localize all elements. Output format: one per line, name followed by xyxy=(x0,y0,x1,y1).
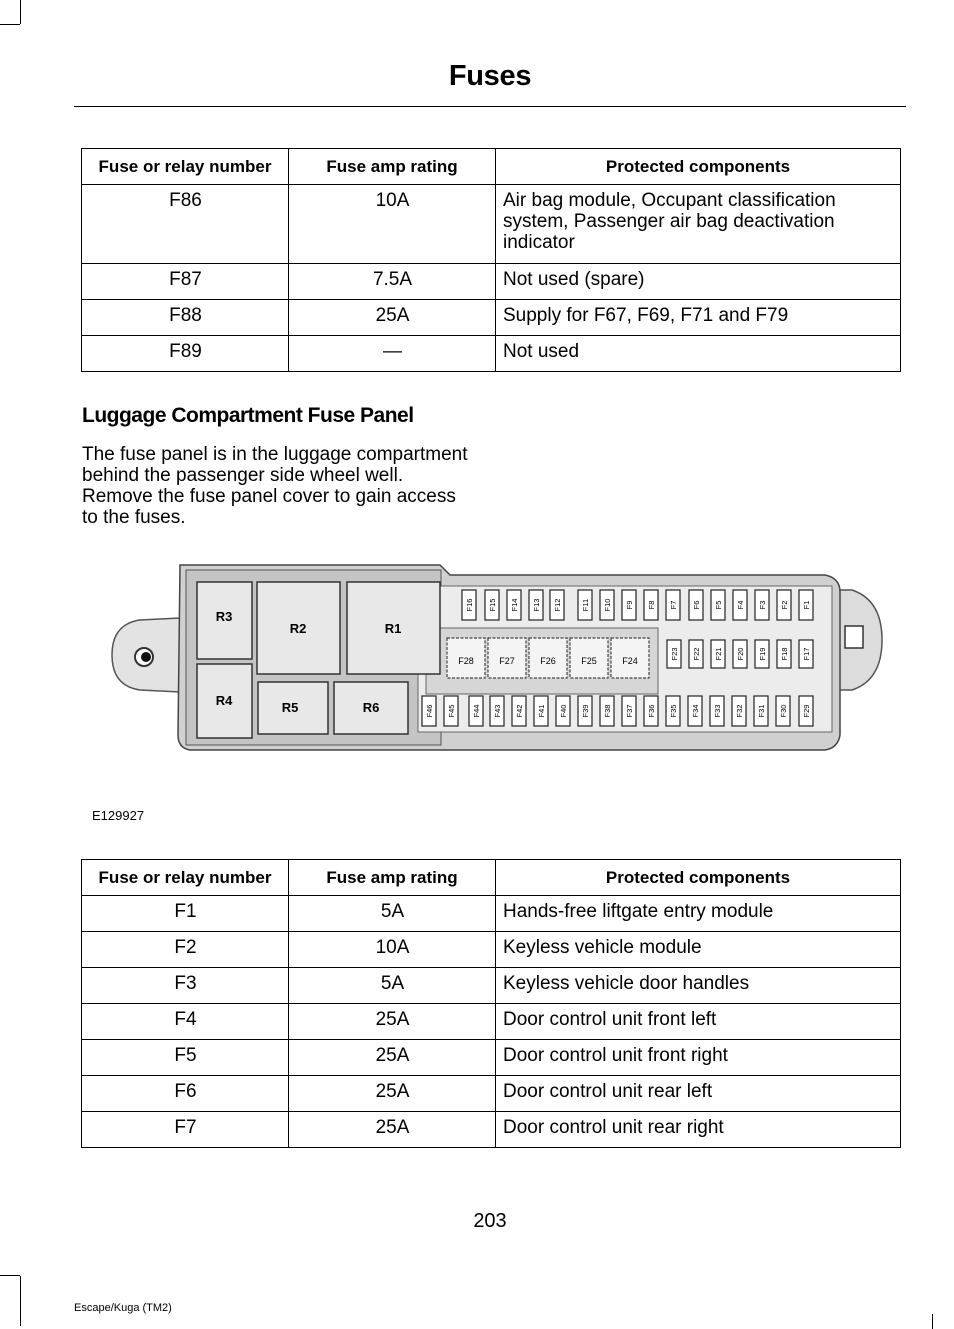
table-row xyxy=(82,185,901,264)
fuse-number-cell: F89 xyxy=(82,336,289,372)
fuse-table-2 xyxy=(81,859,901,1148)
fuse-label: F39 xyxy=(581,704,590,718)
fuse-number-cell: F3 xyxy=(82,968,289,1004)
figure-id: E129927 xyxy=(92,808,145,823)
fuse-slot xyxy=(488,638,526,678)
relay-label: R5 xyxy=(281,700,299,715)
fuse-slot xyxy=(755,640,769,668)
fuse-label: F23 xyxy=(670,647,679,661)
fuse-slot xyxy=(447,638,485,678)
relay-label: R3 xyxy=(215,609,233,624)
fuse-slot xyxy=(462,590,476,620)
amp-rating-cell: 25A xyxy=(289,1004,496,1040)
fuse-number-cell: F2 xyxy=(82,932,289,968)
fuse-label: F6 xyxy=(692,600,701,610)
fuse-label: F25 xyxy=(581,656,597,666)
fuse-slot xyxy=(733,640,747,668)
fuse-label: F45 xyxy=(447,704,456,718)
footer-model: Escape/Kuga (TM2) xyxy=(74,1302,172,1314)
fuse-label: F35 xyxy=(669,704,678,718)
fuse-label: F38 xyxy=(603,704,612,718)
fuse-label: F31 xyxy=(757,704,766,718)
fuse-label: F19 xyxy=(758,647,767,661)
fuse-label: F27 xyxy=(499,656,515,666)
amp-rating-cell: 10A xyxy=(289,932,496,968)
fuse-label: F40 xyxy=(559,704,568,718)
fuse-label: F42 xyxy=(515,704,524,718)
fuse-slot xyxy=(776,696,790,726)
fuse-label: F29 xyxy=(802,704,811,718)
fuse-label: F26 xyxy=(540,656,556,666)
fuse-label: F12 xyxy=(553,598,562,612)
crop-mark xyxy=(0,24,20,25)
fuse-slot xyxy=(755,590,769,620)
component-cell: Door control unit rear right xyxy=(496,1112,901,1148)
fuse-slot xyxy=(689,640,703,668)
fuse-slot xyxy=(799,640,813,668)
fuse-slot xyxy=(556,696,570,726)
amp-rating-cell: 10A xyxy=(289,185,496,264)
fuse-slot xyxy=(666,696,680,726)
fuse-label: F46 xyxy=(425,704,434,718)
relay-label: R2 xyxy=(289,621,307,636)
fuse-slot xyxy=(666,590,680,620)
fuse-label: F37 xyxy=(625,704,634,718)
fuse-label: F36 xyxy=(647,704,656,718)
amp-rating-cell: 5A xyxy=(289,896,496,932)
fuse-slot xyxy=(512,696,526,726)
fuse-slot xyxy=(444,696,458,726)
fuse-label: F30 xyxy=(779,704,788,718)
fuse-slot xyxy=(754,696,768,726)
fuse-label: F21 xyxy=(714,647,723,661)
component-cell: Hands-free liftgate entry module xyxy=(496,896,901,932)
fuse-slot xyxy=(578,590,592,620)
fuse-slot xyxy=(688,696,702,726)
fuse-slot xyxy=(644,696,658,726)
fuse-label: F14 xyxy=(510,598,519,612)
fuse-slot xyxy=(600,590,614,620)
fuse-label: F10 xyxy=(603,598,612,612)
fuse-slot xyxy=(732,696,746,726)
fuse-label: F41 xyxy=(537,704,546,718)
fuse-slot xyxy=(711,640,725,668)
table-header-row xyxy=(82,149,901,185)
fuse-table-1 xyxy=(81,148,901,372)
table-row xyxy=(82,336,901,372)
fuse-slot xyxy=(422,696,436,726)
fuse-label: F43 xyxy=(493,704,502,718)
fuse-label: F9 xyxy=(625,600,634,610)
fuse-label: F4 xyxy=(736,600,745,610)
fuse-number-cell: F4 xyxy=(82,1004,289,1040)
table-row xyxy=(82,896,901,932)
amp-rating-cell: — xyxy=(289,336,496,372)
fuse-label: F22 xyxy=(692,647,701,661)
table-row xyxy=(82,1112,901,1148)
fuse-slot xyxy=(622,590,636,620)
fuse-slot xyxy=(611,638,649,678)
fuse-slot xyxy=(689,590,703,620)
fuse-slot xyxy=(570,638,608,678)
fuse-number-cell: F5 xyxy=(82,1040,289,1076)
fuse-slot xyxy=(534,696,548,726)
relay-label: R4 xyxy=(215,693,233,708)
fuse-label: F11 xyxy=(581,598,590,612)
fuse-slot xyxy=(711,590,725,620)
middle-row-fuses xyxy=(667,640,813,668)
component-cell: Air bag module, Occupant classification system, Passenger air bag deactivation indicator xyxy=(496,185,901,264)
amp-rating-cell: 25A xyxy=(289,1076,496,1112)
table-row xyxy=(82,932,901,968)
fuse-label: F7 xyxy=(669,600,678,610)
table-row xyxy=(82,300,901,336)
fuse-slot xyxy=(485,590,499,620)
fuse-label: F3 xyxy=(758,600,767,610)
component-cell: Not used (spare) xyxy=(496,264,901,300)
fuse-slot xyxy=(550,590,564,620)
component-cell: Door control unit front right xyxy=(496,1040,901,1076)
fuse-number-cell: F88 xyxy=(82,300,289,336)
fuse-label: F15 xyxy=(488,598,497,612)
component-cell: Keyless vehicle door handles xyxy=(496,968,901,1004)
fuse-number-cell: F7 xyxy=(82,1112,289,1148)
fuse-slot xyxy=(799,696,813,726)
fuse-slot xyxy=(469,696,483,726)
fuse-label: F28 xyxy=(458,656,474,666)
column-header: Fuse amp rating xyxy=(289,860,496,896)
amp-rating-cell: 7.5A xyxy=(289,264,496,300)
fuse-label: F16 xyxy=(465,598,474,612)
section-heading: Luggage Compartment Fuse Panel xyxy=(82,404,414,427)
fuse-slot xyxy=(507,590,521,620)
crop-mark xyxy=(0,1275,20,1276)
column-header: Fuse amp rating xyxy=(289,149,496,185)
fuse-label: F44 xyxy=(472,704,481,718)
fuse-label: F18 xyxy=(780,647,789,661)
table-row xyxy=(82,968,901,1004)
fuse-slot xyxy=(710,696,724,726)
column-header: Protected components xyxy=(496,149,901,185)
fuse-panel-diagram xyxy=(105,545,885,760)
fuse-number-cell: F1 xyxy=(82,896,289,932)
amp-rating-cell: 25A xyxy=(289,300,496,336)
fuse-number-cell: F6 xyxy=(82,1076,289,1112)
fuse-label: F33 xyxy=(713,704,722,718)
fuse-slot xyxy=(733,590,747,620)
column-header: Protected components xyxy=(496,860,901,896)
fuse-slot xyxy=(777,590,791,620)
component-cell: Keyless vehicle module xyxy=(496,932,901,968)
fuse-slot xyxy=(622,696,636,726)
fuse-slot xyxy=(600,696,614,726)
relay-label: R1 xyxy=(384,621,402,636)
fuse-label: F2 xyxy=(780,600,789,610)
fuse-slot xyxy=(529,638,567,678)
fuse-label: F32 xyxy=(735,704,744,718)
column-header: Fuse or relay number xyxy=(82,149,289,185)
fuse-slot xyxy=(667,640,681,668)
component-cell: Supply for F67, F69, F71 and F79 xyxy=(496,300,901,336)
fuse-slot xyxy=(644,590,658,620)
crop-mark xyxy=(932,1314,933,1329)
fuse-label: F1 xyxy=(802,600,811,610)
fuse-slot xyxy=(578,696,592,726)
fuse-label: F8 xyxy=(647,600,656,610)
section-body: The fuse panel is in the luggage compartment behind the passenger side wheel well. Remove the fuse panel cover to gain access to the fuses. xyxy=(82,444,468,528)
fuse-slot xyxy=(490,696,504,726)
crop-mark xyxy=(20,0,21,24)
fuse-slot xyxy=(777,640,791,668)
title-divider xyxy=(74,106,906,107)
component-cell: Not used xyxy=(496,336,901,372)
amp-rating-cell: 5A xyxy=(289,968,496,1004)
cartridge-fuses xyxy=(447,638,649,678)
amp-rating-cell: 25A xyxy=(289,1112,496,1148)
fuse-slot xyxy=(799,590,813,620)
amp-rating-cell: 25A xyxy=(289,1040,496,1076)
page-number: 203 xyxy=(473,1210,507,1232)
relay-label: R6 xyxy=(362,700,380,715)
fuse-label: F17 xyxy=(802,647,811,661)
fuse-slot xyxy=(529,590,543,620)
fuse-label: F13 xyxy=(532,598,541,612)
fuse-label: F24 xyxy=(622,656,638,666)
fuse-label: F5 xyxy=(714,600,723,610)
crop-mark xyxy=(20,1276,21,1326)
column-header: Fuse or relay number xyxy=(82,860,289,896)
fuse-label: F34 xyxy=(691,704,700,718)
table-row xyxy=(82,1076,901,1112)
fuse-number-cell: F87 xyxy=(82,264,289,300)
page-title: Fuses xyxy=(448,60,532,92)
fuse-number-cell: F86 xyxy=(82,185,289,264)
component-cell: Door control unit rear left xyxy=(496,1076,901,1112)
table-header-row xyxy=(82,860,901,896)
table-row xyxy=(82,1040,901,1076)
component-cell: Door control unit front left xyxy=(496,1004,901,1040)
table-row xyxy=(82,264,901,300)
fuse-label: F20 xyxy=(736,647,745,661)
table-row xyxy=(82,1004,901,1040)
